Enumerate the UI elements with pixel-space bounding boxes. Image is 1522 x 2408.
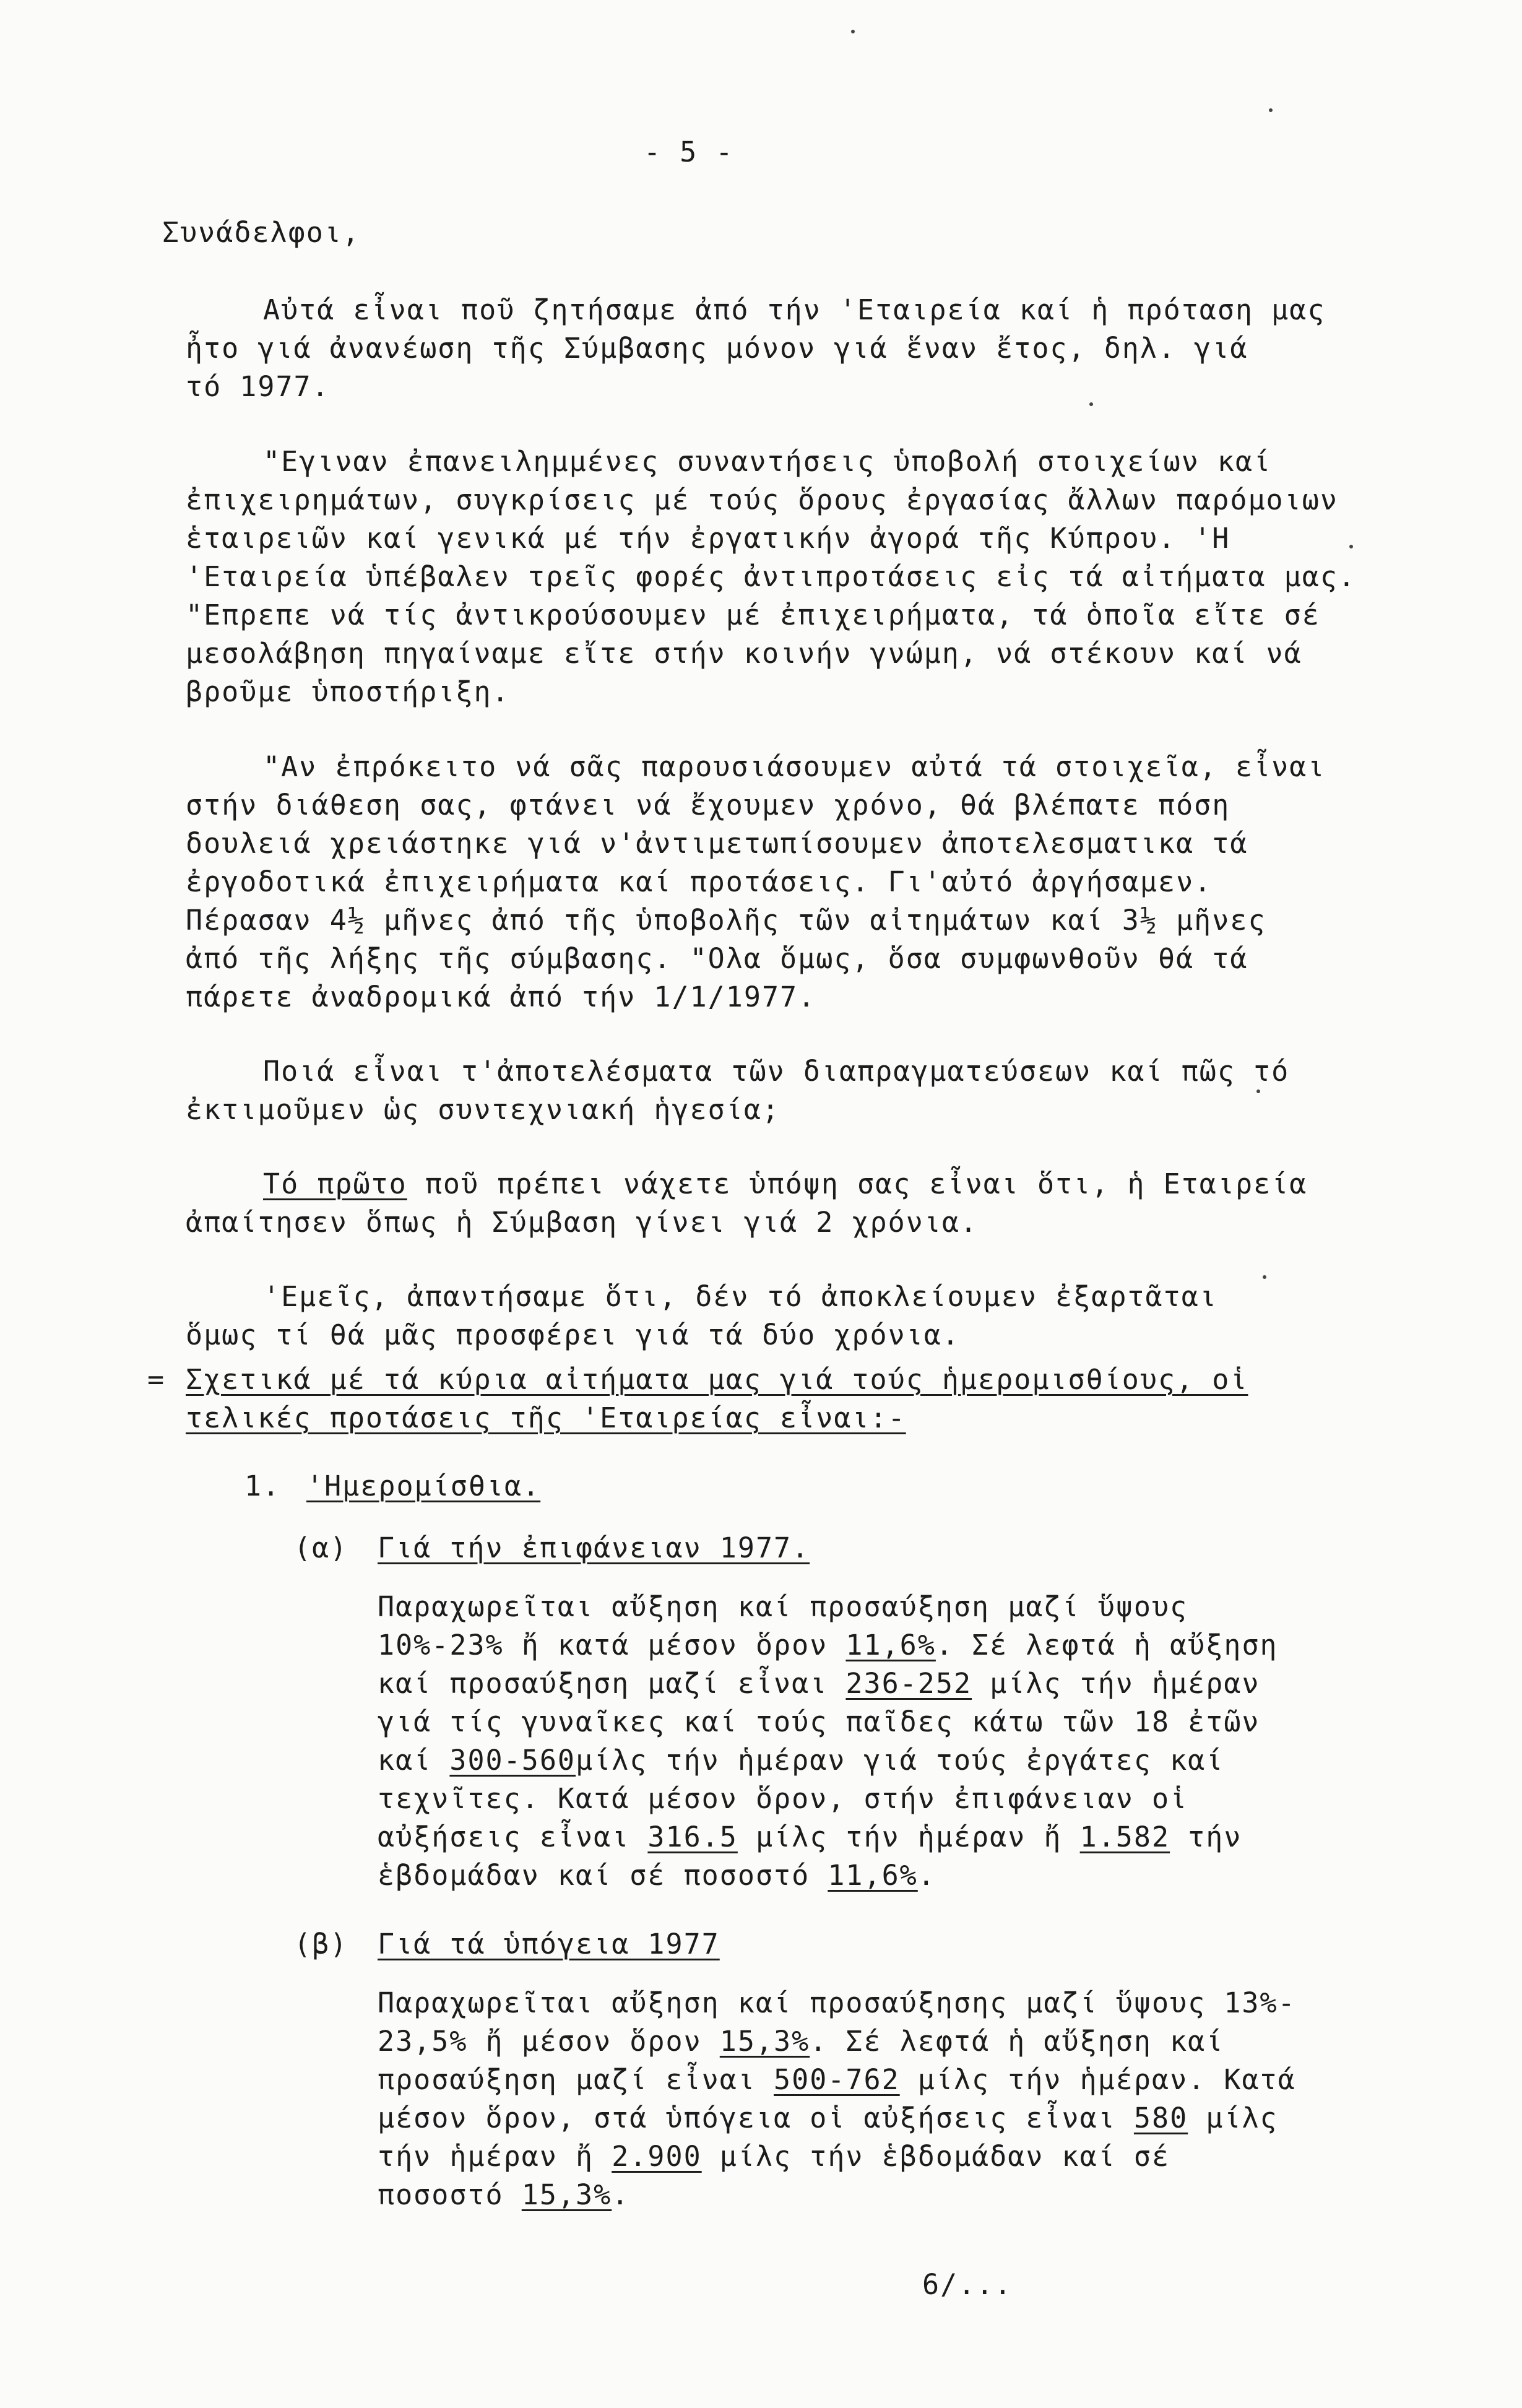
subitem-line [378,1856,936,1895]
subitem-line [378,1626,1278,1665]
underlined-value: 15,3% [719,2025,810,2058]
paragraph-line: "Επρεπε νά τίς ἀντικρούσουμεν μέ ἐπιχειρήματα, τά ὁποῖα εἴτε σέ [186,599,1320,631]
underlined-phrase: Τό πρῶτο [263,1167,407,1200]
text: . [917,1859,936,1892]
paragraph-line: Πέρασαν 4½ μῆνες ἀπό τῆς ὑποβολῆς τῶν αἰτημάτων καί 3½ μῆνες [186,904,1266,937]
text: μέσον ὅρον, στά ὑπόγεια οἱ αὐξήσεις εἶναι [378,2102,1134,2134]
section-heading-line: τελικές προτάσεις τῆς 'Εταιρείας εἶναι:- [186,1401,906,1434]
subitem-line [378,2061,1296,2099]
paragraph-line: ἀπαίτησεν ὅπως ἡ Σύμβαση γίνει γιά 2 χρόνια. [186,1206,979,1239]
text: μίλς τήν ἡμέραν [972,1667,1260,1700]
text: ποσοστό [378,2178,522,2211]
text: καί προσαύξηση μαζί εἶναι [378,1667,846,1700]
text: μίλς τήν ἑβδομάδαν καί σέ [701,2140,1170,2173]
text: τεχνῖτες. Κατά μέσον ὅρον, στήν ἐπιφάνειαν οἱ [378,1782,1188,1815]
text: προσαύξηση μαζί εἶναι [378,2063,774,2096]
underlined-value: 236-252 [845,1667,972,1700]
subitem-title: Γιά τήν ἐπιφάνειαν 1977. [378,1531,810,1564]
paragraph-line: βροῦμε ὑποστήριξη. [186,675,510,708]
paragraph-line: ἐπιχειρημάτων, συγκρίσεις μέ τούς ὅρους ἐργασίας ἄλλων παρόμοιων [186,483,1338,516]
underlined-value: 1.582 [1079,1821,1170,1853]
paragraph-line: ἦτο γιά ἀνανέωση τῆς Σύμβασης μόνον γιά ἕναν ἔτος, δηλ. γιά [186,332,1248,365]
underlined-value: 316.5 [647,1821,738,1853]
continuation-mark: 6/... [922,2268,1013,2301]
paragraph-line: Αὐτά εἶναι ποῦ ζητήσαμε ἀπό τήν 'Εταιρεία καί ἡ πρόταση μας [263,293,1326,326]
paragraph-line: "Αν ἐπρόκειτο νά σᾶς παρουσιάσουμεν αὐτά τά στοιχεῖα, εἶναι [263,750,1326,783]
subitem-line [378,2099,1278,2137]
paragraph-line: μεσολάβηση πηγαίναμε εἴτε στήν κοινήν γνώμη, νά στέκουν καί νά [186,637,1302,670]
paragraph-line: ὅμως τί θά μᾶς προσφέρει γιά τά δύο χρόνια. [186,1319,960,1351]
underlined-value: 11,6% [845,1629,936,1661]
subitem-line [378,1703,1260,1741]
text: μίλς τήν ἡμέραν γιά τούς ἐργάτες καί [576,1744,1224,1777]
underlined-value: 2.900 [612,2140,702,2173]
text: ἑβδομάδαν καί σέ ποσοστό [378,1859,828,1892]
underlined-value: 300-560 [449,1744,576,1777]
underlined-value: 500-762 [774,2063,900,2096]
text: αὐξήσεις εἶναι [378,1821,648,1853]
subitem-label: (β) [294,1928,348,1960]
paragraph-line [263,1165,1307,1203]
paragraph-line: Ποιά εἶναι τ'ἀποτελέσματα τῶν διαπραγματεύσεων καί πῶς τό [263,1055,1290,1088]
text: μίλς [1188,2102,1278,2134]
text: . Σέ λεφτά ἡ αὔξηση καί [810,2025,1224,2058]
text: τήν [1170,1821,1242,1853]
paragraph-line: ἑταιρειῶν καί γενικά μέ τήν ἐργατικήν ἀγορά τῆς Κύπρου. 'Η [186,522,1230,555]
text: τήν ἡμέραν ἤ [378,2140,612,2173]
salutation: Συνάδελφοι, [162,216,361,249]
text: 23,5% ἤ μέσον ὅρον [378,2025,720,2058]
page-number: - 5 - [644,136,734,168]
paragraph-line: 'Εμεῖς, ἀπαντήσαμε ὅτι, δέν τό ἀποκλείουμεν ἐξαρτᾶται [263,1280,1217,1313]
paragraph-line: 'Εταιρεία ὑπέβαλεν τρεῖς φορές ἀντιπροτάσεις εἰς τά αἰτήματα μας. [186,560,1356,593]
text: γιά τίς γυναῖκες καί τούς παῖδες κάτω τῶν 18 ἐτῶν [378,1705,1260,1738]
scan-speck [1089,402,1093,406]
scan-speck [1269,108,1273,112]
section-heading-line: Σχετικά μέ τά κύρια αἰτήματα μας γιά τούς ἡμερομισθίους, οἱ [186,1363,1248,1396]
paragraph-line: δουλειά χρειάστηκε γιά ν'ἀντιμετωπίσουμεν ἀποτελεσματικα τά [186,827,1248,860]
subitem-title: Γιά τά ὑπόγεια 1977 [378,1928,720,1960]
underlined-value: 580 [1133,2102,1188,2134]
paragraph-line: ἐκτιμοῦμεν ὡς συντεχνιακή ἡγεσία; [186,1093,780,1126]
subitem-line [378,1780,1188,1818]
text: μίλς τήν ἡμέραν ἤ [737,1821,1080,1853]
subitem-line [378,1588,1188,1626]
paragraph-line: τό 1977. [186,370,330,403]
underlined-value: 15,3% [521,2178,612,2211]
paragraph-line: ἀπό τῆς λήξης τῆς σύμβασης. "Ολα ὅμως, ὅσα συμφωνθοῦν θά τά [186,942,1248,975]
text: μίλς τήν ἡμέραν. Κατά [899,2063,1296,2096]
underlined-value: 11,6% [828,1859,918,1892]
subitem-line [378,1818,1242,1856]
text: . Σέ λεφτά ἡ αὔξηση [935,1629,1278,1661]
scan-speck [851,30,855,33]
text: Παραχωρεῖται αὔξηση καί προσαύξησης μαζί ὕψους 13%- [378,1986,1296,2019]
text: . [612,2178,630,2211]
paragraph-text: ποῦ πρέπει νάχετε ὑπόψη σας εἶναι ὅτι, ἡ Εταιρεία [407,1167,1308,1200]
scan-speck [1349,545,1353,548]
scan-speck [1256,1089,1260,1093]
item-title: 'Ημερομίσθια. [306,1470,541,1502]
subitem-line [378,2022,1224,2061]
subitem-label: (α) [294,1531,348,1564]
text: Παραχωρεῖται αὔξηση καί προσαύξηση μαζί ὕψους [378,1590,1188,1623]
paragraph-line: "Εγιναν ἐπανειλημμένες συναντήσεις ὑποβολή στοιχείων καί [263,445,1272,478]
text: 10%-23% ἤ κατά μέσον ὅρον [378,1629,846,1661]
paragraph-line: ἐργοδοτικά ἐπιχειρήματα καί προτάσεις. Γι'αὐτό ἀργήσαμεν. [186,865,1213,898]
subitem-line [378,1741,1224,1780]
paragraph-line: στήν διάθεση σας, φτάνει νά ἔχουμεν χρόνο, θά βλέπατε πόση [186,789,1230,821]
subitem-line [378,1665,1260,1703]
section-marker: = [147,1363,166,1396]
subitem-line [378,1984,1296,2022]
scan-speck [1263,1275,1266,1279]
subitem-line [378,2176,629,2214]
subitem-line [378,2137,1170,2176]
paragraph-line: πάρετε ἀναδρομικά ἀπό τήν 1/1/1977. [186,981,816,1013]
item-number: 1. [244,1470,281,1502]
text: καί [378,1744,450,1777]
